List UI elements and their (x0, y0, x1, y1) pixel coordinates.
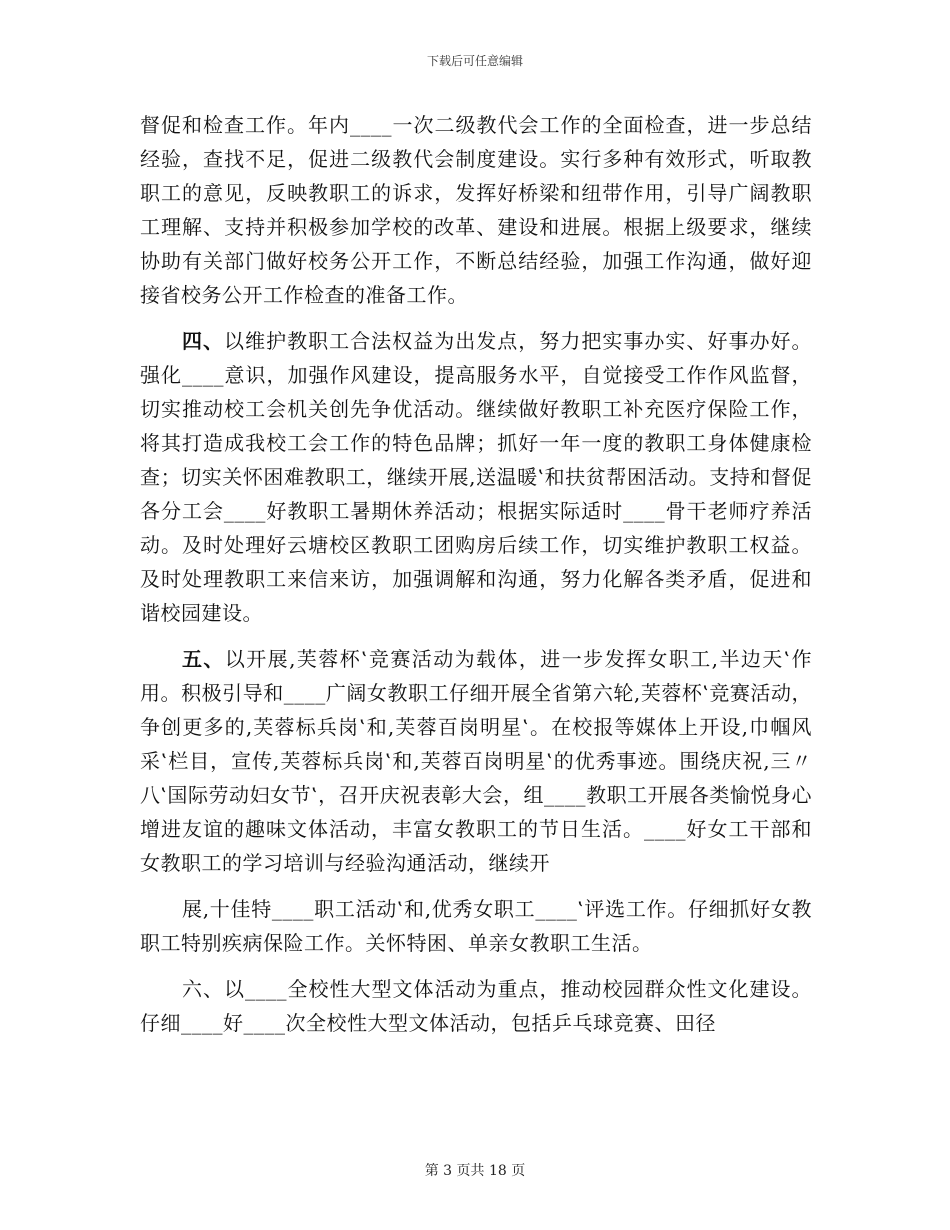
paragraph-1 (140, 108, 812, 312)
page-footer: 第 3 页共 18 页 (424, 1163, 526, 1179)
paragraph-4 (140, 892, 812, 960)
paragraph-text: 六、以____全校性大型文体活动为重点，推动校园群众性文化建设。仔细____好____次全校性大型文体活动，包括乒乓球竞赛、田径 (140, 977, 812, 1035)
paragraph-lead: 五、 (182, 647, 225, 671)
page-header: 下载后可任意编辑 (426, 54, 523, 68)
paragraph-text: 展,十佳特____职工活动‛和,优秀女职工____‛评选工作。仔细抓好女教职工特别疾病保险工作。关怀特困、单亲女教职工生活。 (140, 897, 812, 955)
paragraph-text: 以维护教职工合法权益为出发点，努力把实事办实、好事办好。强化____意识，加强作风建设，提高服务水平，自觉接受工作作风监督，切实推动校工会机关创先争优活动。继续做好教职工补充医疗保险工作，将其打造成我校工会工作的特色品牌；抓好一年一度的教职工身体健康检查；切实关怀困难教职工，继续开展,送温暖‛和扶贫帮困活动。支持和督促各分工会____好教职工暑期休养活动；根据实际适时____骨干老师疗养活动。及时处理好云塘校区教职工团购房后续工作，切实维护教职工权益。及时处理教职工来信来访，加强调解和沟通，努力化解各类矛盾，促进和谐校园建设。 (140, 329, 813, 625)
paragraph-2 (140, 324, 812, 630)
paragraph-text: 督促和检查工作。年内____一次二级教代会工作的全面检查，进一步总结经验，查找不足，促进二级教代会制度建设。实行多种有效形式，听取教职工的意见，反映教职工的诉求，发挥好桥梁和纽带作用，引导广阔教职工理解、支持并积极参加学校的改革、建设和进展。根据上级要求，继续协助有关部门做好校务公开工作，不断总结经验，加强工作沟通，做好迎接省校务公开工作检查的准备工作。 (140, 113, 812, 307)
paragraph-lead: 四、 (182, 329, 225, 353)
document-body (140, 108, 812, 1052)
paragraph-text: 以开展,芙蓉杯‛竞赛活动为载体，进一步发挥女职工,半边天‛作用。积极引导和____广阔女教职工仔细开展全省第六轮,芙蓉杯‛竞赛活动，争创更多的,芙蓉标兵岗‛和,芙蓉百岗明星‛。在校报等媒体上开设,巾帼风采‛栏目，宣传,芙蓉标兵岗‛和,芙蓉百岗明星‛的优秀事迹。围绕庆祝,三〃八‛国际劳动妇女节‛，召开庆祝表彰大会，组____教职工开展各类愉悦身心增进友谊的趣味文体活动，丰富女教职工的节日生活。____好女工干部和女教职工的学习培训与经验沟通活动，继续开 (140, 647, 812, 875)
paragraph-5 (140, 972, 812, 1040)
paragraph-3 (140, 642, 812, 880)
